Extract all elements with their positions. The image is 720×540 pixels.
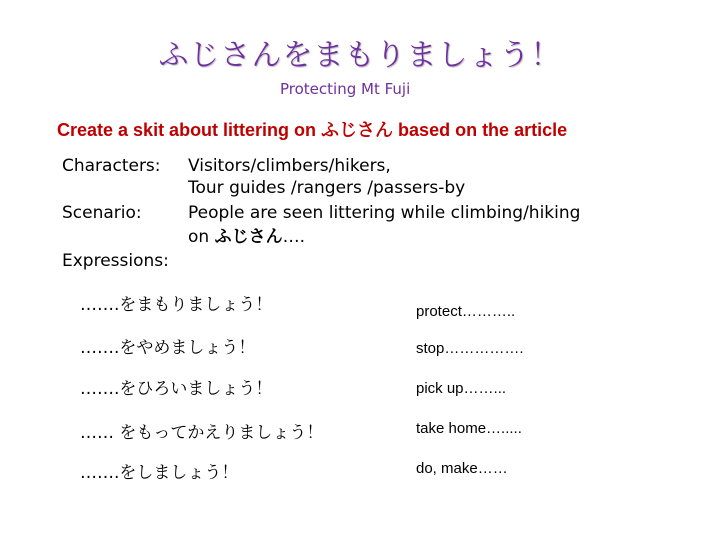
page-title: ふじさんをまもりましょう！ [158,38,562,73]
page-subtitle: Protecting Mt Fuji [280,80,411,98]
expressions-label: Expressions: [62,251,169,271]
scenario-prefix: on [188,227,215,247]
scenario-suffix: …. [282,227,305,247]
expression-english: protect……….. [416,303,516,320]
characters-line-1: Visitors/climbers/hikers, [188,156,391,176]
expression-japanese: …… をもってかえりましょう！ [80,423,324,443]
expression-japanese: …….をやめましょう！ [80,338,256,358]
expression-english: do, make…… [416,460,508,477]
heading-kana: ふじさん [321,120,394,141]
expression-english: stop……………. [416,340,524,357]
expression-english: take home…..... [416,420,522,437]
scenario-kana: ふじさん [214,227,283,247]
expression-japanese: …….をひろいましょう！ [80,379,273,399]
characters-label: Characters: [62,156,161,176]
task-heading [57,116,567,142]
scenario-label: Scenario: [62,203,142,223]
heading-text-before: Create a skit about littering on [57,120,322,140]
heading-text-after: based on the article [393,120,568,140]
expression-japanese: …….をしましょう！ [80,463,239,483]
scenario-line-2 [188,226,305,248]
scenario-line-1: People are seen littering while climbing/hiking [188,203,581,223]
expression-japanese: …….をまもりましょう！ [80,295,273,315]
characters-line-2: Tour guides /rangers /passers-by [188,178,466,198]
expression-english: pick up……... [416,380,507,397]
